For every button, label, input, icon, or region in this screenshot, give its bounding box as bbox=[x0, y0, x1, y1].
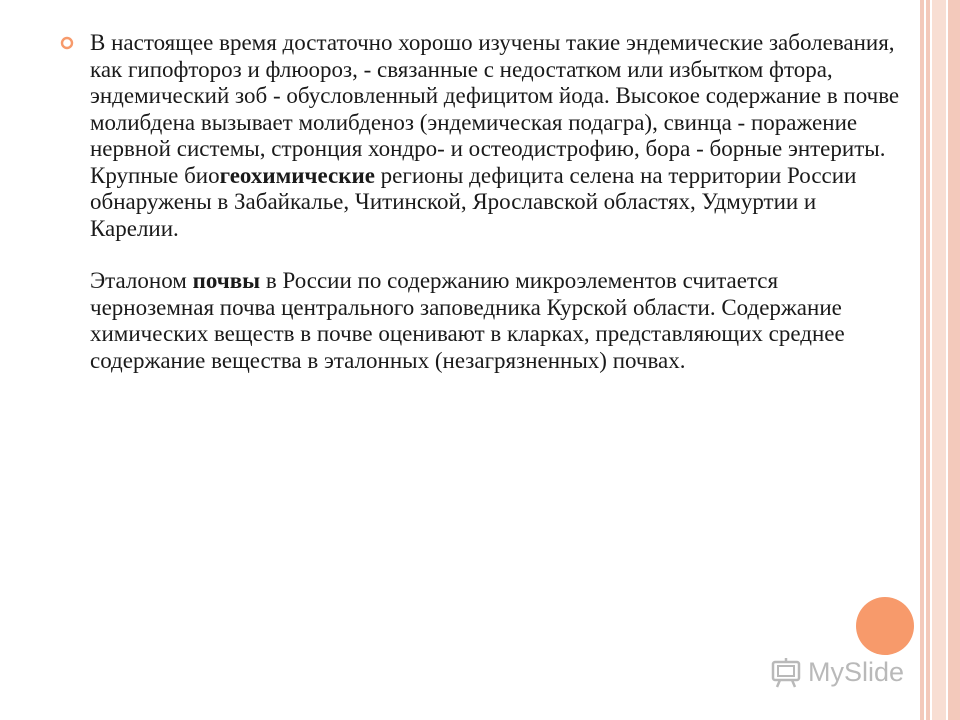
decor-stripe bbox=[932, 0, 946, 720]
decor-stripe bbox=[926, 0, 930, 720]
text-run-bold: геохимические bbox=[219, 162, 375, 188]
decor-stripe bbox=[920, 0, 924, 720]
text-run: регионы дефицита селена на территории России обнаружены в Забайкалье, Читинской, Ярославской областях, Удмуртии и Карелии. bbox=[90, 162, 857, 241]
paragraph-endemic bbox=[90, 30, 900, 242]
text-run: Эталоном bbox=[90, 268, 193, 293]
bullet-ring-icon bbox=[60, 30, 90, 50]
bullet-item bbox=[60, 30, 900, 374]
projector-icon bbox=[768, 654, 804, 690]
paragraph-soil-standard bbox=[90, 268, 900, 374]
decor-circle bbox=[856, 597, 914, 655]
text-run: в России по содержанию микроэлементов считается черноземная почва центрального заповедника Курской области. Содержание химических веществ в почве оценивают в кларках, представляющих среднее содержание вещества в эталонных (незагрязненных) почвах. bbox=[90, 268, 845, 373]
decor-stripe bbox=[948, 0, 960, 720]
text-run-bold: почвы bbox=[192, 268, 261, 293]
text-run: В настоящее время достаточно хорошо изучены такие эндемические заболевания, как гипофтороз и флюороз, - связанные с недостатком или избытком фтора, эндемический зоб - обусловленный дефицитом йода. Высокое содержание в почве молибдена вызывает молибденоз (эндемическая подагра), свинца - поражение нервной системы, стронция хондро- и остеодистрофию, бора - борные энтериты. Крупные био bbox=[90, 30, 900, 188]
bullet-text bbox=[90, 30, 900, 374]
watermark-text: MySlide bbox=[808, 656, 905, 687]
watermark-logo bbox=[768, 654, 904, 690]
slide-body bbox=[60, 30, 900, 374]
